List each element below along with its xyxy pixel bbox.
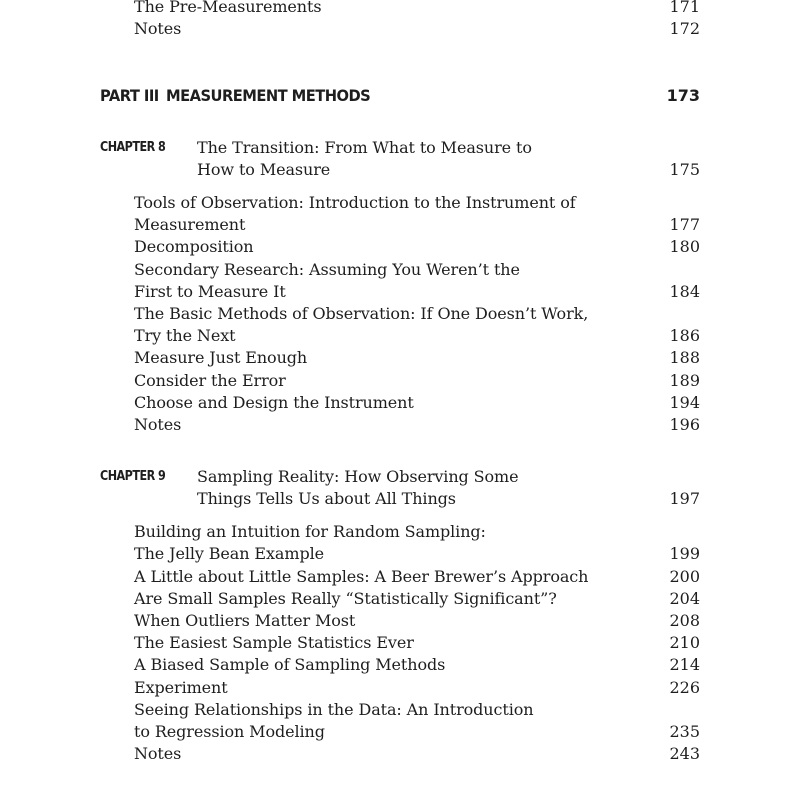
toc-entry-title: Building an Intuition for Random Sampling:	[134, 522, 486, 541]
toc-entry-page: 210	[669, 633, 700, 652]
toc-entry-page: 199	[669, 544, 700, 563]
part-page: 173	[666, 86, 700, 105]
toc-entry-page: 208	[669, 611, 700, 630]
toc-entry-page: 204	[669, 589, 700, 608]
toc-entry-title: Measure Just Enough	[134, 348, 308, 367]
chapter-title-line: The Transition: From What to Measure to	[197, 138, 532, 157]
toc-entry-page: 196	[669, 415, 700, 434]
toc-entry-page: 188	[669, 348, 700, 367]
chapter-label: CHAPTER 9	[100, 469, 166, 484]
toc-entry-title: Seeing Relationships in the Data: An Introduction	[134, 700, 534, 719]
toc-entry-title: Measurement	[134, 215, 246, 234]
toc-entry-title: The Basic Methods of Observation: If One Doesn’t Work,	[134, 304, 589, 323]
toc-entry-title: Tools of Observation: Introduction to the Instrument of	[134, 193, 576, 212]
toc-entry-title: First to Measure It	[134, 282, 286, 301]
toc-entry-page: 235	[669, 722, 700, 741]
toc-entry-page: 172	[669, 19, 700, 38]
toc-entry-title: The Pre-Measurements	[134, 0, 322, 16]
toc-entry-title: Are Small Samples Really “Statistically Significant”?	[134, 589, 557, 608]
toc-entry-page: 214	[669, 655, 700, 674]
chapter-page: 197	[669, 489, 700, 508]
toc-entry-title: Decomposition	[134, 237, 254, 256]
toc-entry-page: 194	[669, 393, 700, 412]
toc-entry-title: Consider the Error	[134, 371, 286, 390]
chapter-title-line: Things Tells Us about All Things	[197, 489, 456, 508]
chapter-title-line: How to Measure	[197, 160, 331, 179]
toc-entry-title: The Easiest Sample Statistics Ever	[134, 633, 414, 652]
part-heading	[100, 86, 370, 106]
toc-entry-page: 200	[669, 567, 700, 586]
toc-entry-page: 177	[669, 215, 700, 234]
toc-entry-page: 184	[669, 282, 700, 301]
toc-entry-page: 226	[669, 678, 700, 697]
toc-entry-title: Try the Next	[134, 326, 236, 345]
toc-entry-title: A Little about Little Samples: A Beer Brewer’s Approach	[134, 567, 589, 586]
toc-entry-title: A Biased Sample of Sampling Methods	[134, 655, 446, 674]
chapter-title-line: Sampling Reality: How Observing Some	[197, 467, 519, 486]
toc-entry-title: Choose and Design the Instrument	[134, 393, 414, 412]
part-title: MEASUREMENT METHODS	[166, 86, 371, 105]
toc-entry-title: Secondary Research: Assuming You Weren’t the	[134, 260, 520, 279]
toc-entry-title: Notes	[134, 19, 182, 38]
toc-entry-page: 171	[669, 0, 700, 16]
toc-entry-page: 180	[669, 237, 700, 256]
toc-entry-page: 186	[669, 326, 700, 345]
toc-entry-page: 243	[669, 744, 700, 763]
chapter-label: CHAPTER 8	[100, 140, 166, 155]
toc-entry-title: When Outliers Matter Most	[134, 611, 356, 630]
toc-entry-title: to Regression Modeling	[134, 722, 325, 741]
toc-entry-title: Notes	[134, 744, 182, 763]
part-label: PART III	[100, 86, 159, 105]
toc-entry-page: 189	[669, 371, 700, 390]
toc-entry-title: The Jelly Bean Example	[134, 544, 324, 563]
toc-entry-title: Experiment	[134, 678, 228, 697]
toc-entry-title: Notes	[134, 415, 182, 434]
chapter-page: 175	[669, 160, 700, 179]
